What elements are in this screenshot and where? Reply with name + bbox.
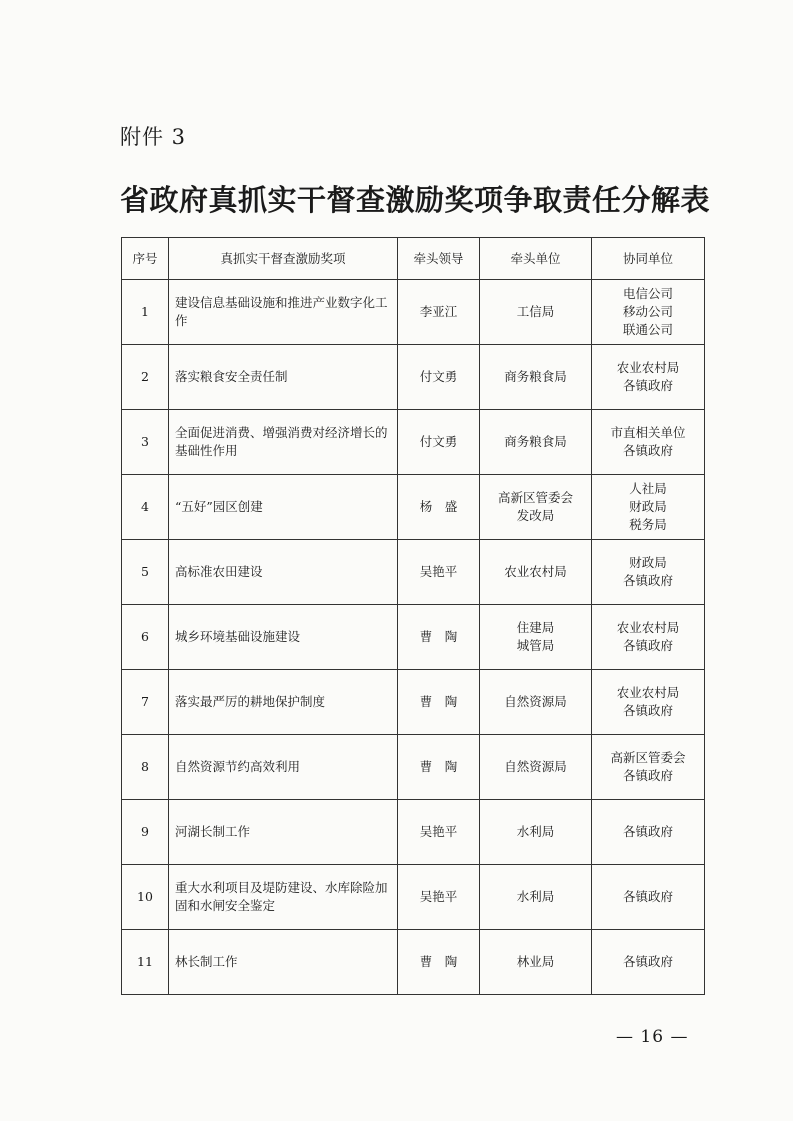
row-coop-unit: 市直相关单位 各镇政府: [592, 410, 705, 475]
row-coop-unit: 农业农村局 各镇政府: [592, 345, 705, 410]
row-index: 10: [122, 865, 169, 930]
table-row: [122, 670, 705, 735]
document-title: 省政府真抓实干督查激励奖项争取责任分解表: [119, 183, 710, 217]
row-index: 3: [122, 410, 169, 475]
row-index: 6: [122, 605, 169, 670]
row-index: 5: [122, 540, 169, 605]
row-lead-unit: 农业农村局: [480, 540, 592, 605]
table-row: [122, 735, 705, 800]
row-lead-leader: 吴艳平: [398, 865, 480, 930]
table-row: [122, 410, 705, 475]
row-coop-unit: 高新区管委会 各镇政府: [592, 735, 705, 800]
row-award-item: 落实最严厉的耕地保护制度: [169, 670, 398, 735]
row-award-item: “五好”园区创建: [169, 475, 398, 540]
table-header-row: [122, 238, 705, 280]
row-lead-leader: 李亚江: [398, 280, 480, 345]
row-lead-leader: 吴艳平: [398, 540, 480, 605]
row-lead-leader: 付文勇: [398, 345, 480, 410]
row-index: 1: [122, 280, 169, 345]
table-row: [122, 345, 705, 410]
table-row: [122, 605, 705, 670]
row-coop-unit: 财政局 各镇政府: [592, 540, 705, 605]
row-index: 2: [122, 345, 169, 410]
row-index: 8: [122, 735, 169, 800]
row-coop-unit: 人社局 财政局 税务局: [592, 475, 705, 540]
row-lead-leader: 付文勇: [398, 410, 480, 475]
row-award-item: 城乡环境基础设施建设: [169, 605, 398, 670]
table-row: [122, 800, 705, 865]
row-lead-unit: 商务粮食局: [480, 410, 592, 475]
row-coop-unit: 各镇政府: [592, 930, 705, 995]
row-award-item: 林长制工作: [169, 930, 398, 995]
row-lead-leader: 曹 陶: [398, 670, 480, 735]
row-award-item: 自然资源节约高效利用: [169, 735, 398, 800]
row-coop-unit: 农业农村局 各镇政府: [592, 670, 705, 735]
row-award-item: 重大水利项目及堤防建设、水库除险加固和水闸安全鉴定: [169, 865, 398, 930]
row-lead-unit: 水利局: [480, 800, 592, 865]
row-award-item: 建设信息基础设施和推进产业数字化工作: [169, 280, 398, 345]
table-row: [122, 540, 705, 605]
row-lead-unit: 水利局: [480, 865, 592, 930]
row-lead-unit: 商务粮食局: [480, 345, 592, 410]
attachment-label: 附件 3: [120, 125, 187, 149]
row-award-item: 高标准农田建设: [169, 540, 398, 605]
header-lead-unit: 牵头单位: [480, 238, 592, 280]
row-lead-unit: 高新区管委会 发改局: [480, 475, 592, 540]
row-award-item: 河湖长制工作: [169, 800, 398, 865]
row-award-item: 落实粮食安全责任制: [169, 345, 398, 410]
row-lead-unit: 自然资源局: [480, 670, 592, 735]
table-row: [122, 930, 705, 995]
row-lead-unit: 自然资源局: [480, 735, 592, 800]
row-lead-leader: 曹 陶: [398, 605, 480, 670]
row-index: 9: [122, 800, 169, 865]
row-lead-leader: 曹 陶: [398, 735, 480, 800]
row-lead-leader: 吴艳平: [398, 800, 480, 865]
row-award-item: 全面促进消费、增强消费对经济增长的基础性作用: [169, 410, 398, 475]
table-row: [122, 280, 705, 345]
table-row: [122, 865, 705, 930]
row-index: 4: [122, 475, 169, 540]
header-award-item: 真抓实干督查激励奖项: [169, 238, 398, 280]
table-row: [122, 475, 705, 540]
row-lead-unit: 工信局: [480, 280, 592, 345]
responsibility-table: [121, 237, 705, 995]
row-index: 11: [122, 930, 169, 995]
row-lead-leader: 杨 盛: [398, 475, 480, 540]
row-lead-unit: 林业局: [480, 930, 592, 995]
page-number: — 16 —: [616, 1027, 689, 1047]
header-index: 序号: [122, 238, 169, 280]
row-lead-unit: 住建局 城管局: [480, 605, 592, 670]
row-coop-unit: 电信公司 移动公司 联通公司: [592, 280, 705, 345]
row-coop-unit: 各镇政府: [592, 800, 705, 865]
row-lead-leader: 曹 陶: [398, 930, 480, 995]
header-lead-leader: 牵头领导: [398, 238, 480, 280]
row-index: 7: [122, 670, 169, 735]
row-coop-unit: 农业农村局 各镇政府: [592, 605, 705, 670]
row-coop-unit: 各镇政府: [592, 865, 705, 930]
header-coop-unit: 协同单位: [592, 238, 705, 280]
